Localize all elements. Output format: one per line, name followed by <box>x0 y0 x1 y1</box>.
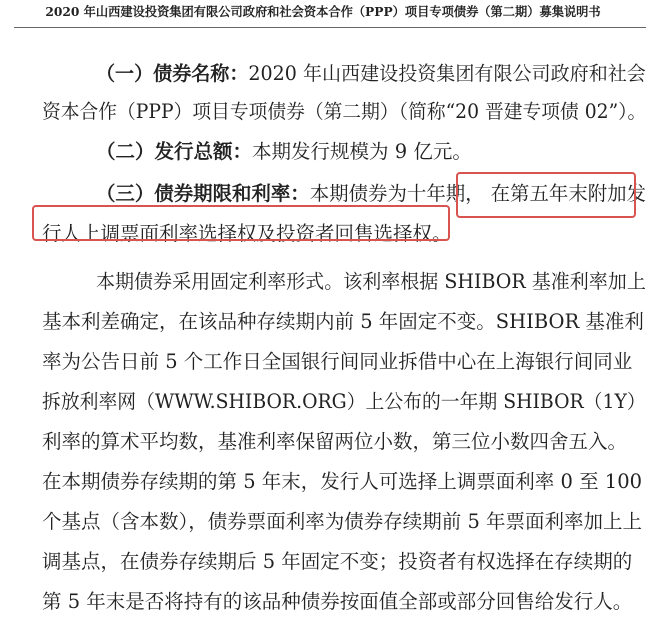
section-2-line <box>96 140 472 164</box>
body-line: 调基点，在债券存续期后 5 年固定不变；投资者有权选择在存续期的 <box>42 550 633 573</box>
section-1-line-1 <box>96 62 646 86</box>
highlight-box-lower <box>32 205 450 241</box>
section-2-text: 本期发行规模为 9 亿元。 <box>252 140 472 163</box>
body-line: 率为公告日前 5 个工作日全国银行间同业拆借中心在上海银行间同业 <box>42 350 633 373</box>
body-line: 拆放利率网（WWW.SHIBOR.ORG）上公布的一年期 SHIBOR（1Y） <box>42 390 646 413</box>
body-line: 利率的算术平均数，基准利率保留两位小数，第三位小数四舍五入。 <box>42 430 628 453</box>
section-3-text-a: 本期债券为十年期， <box>309 182 485 205</box>
body-line: 个基点（含本数），债券票面利率为债券存续期前 5 年票面利率加上上 <box>42 510 643 533</box>
body-line: 在本期债券存续期的第 5 年末，发行人可选择上调票面利率 0 至 100 <box>42 470 643 493</box>
document-header: 2020 年山西建设投资集团有限公司政府和社会资本合作（PPP）项目专项债券（第二期）募集说明书 <box>45 4 601 19</box>
section-3-text-b: 在第五年末附加发 <box>490 182 647 205</box>
body-line: 基本利差确定，在该品种存续期内前 5 年固定不变。SHIBOR 基准利 <box>42 310 644 333</box>
section-2-label: （二）发行总额： <box>96 140 253 163</box>
body-line: 第 5 年末是否将持有的该品种债券按面值全部或部分回售给发行人。 <box>42 590 633 613</box>
section-3-label: （三）债券期限和利率： <box>96 182 310 205</box>
body-line: 本期债券采用固定利率形式。该利率根据 SHIBOR 基准利率加上 <box>96 270 646 293</box>
section-3-line-2: 行人上调票面利率选择权及投资者回售选择权。 <box>42 222 452 245</box>
section-1-line-2: 资本合作（PPP）项目专项债券（第二期）（简称“20 晋建专项债 02”）。 <box>42 100 647 123</box>
highlight-box-upper <box>456 172 636 218</box>
header-divider <box>14 27 646 28</box>
section-1-text: 2020 年山西建设投资集团有限公司政府和社会 <box>248 62 646 85</box>
section-1-label: （一）债券名称： <box>96 62 249 85</box>
